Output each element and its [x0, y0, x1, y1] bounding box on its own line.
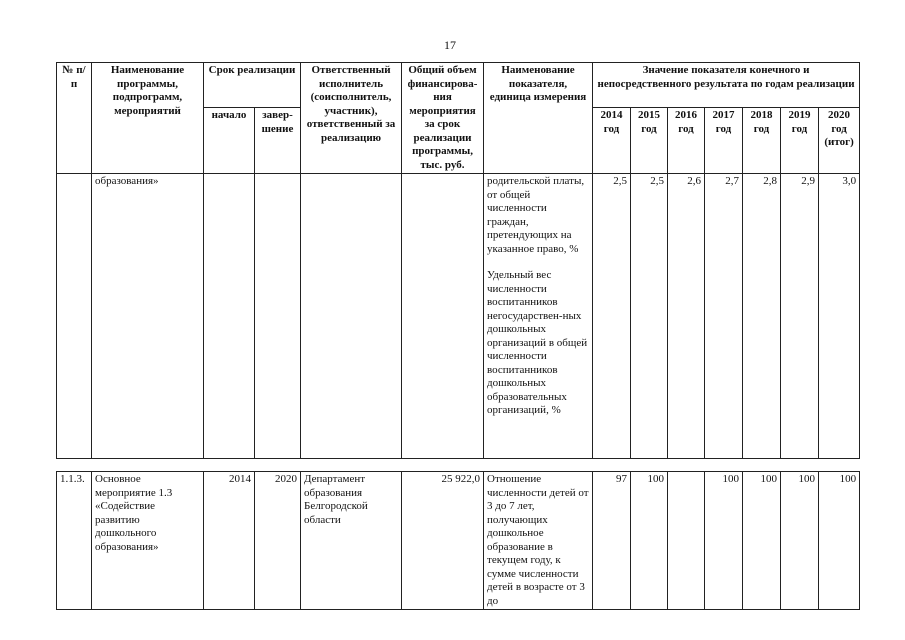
row-start: 2014 [204, 472, 255, 610]
indicator-spacer [487, 256, 589, 269]
header-year-2014: 2014 год [593, 108, 631, 174]
table-row [57, 174, 860, 459]
indicator-text: Удельный вес численности воспитанников негосударствен-ных дошкольных организаций в общей численности воспитанников дошкольных образовательных организаций, % [487, 269, 588, 416]
header-year-2015: 2015 год [631, 108, 668, 174]
header-num: № п/п [57, 63, 92, 174]
value-2019: 2,9 [781, 174, 819, 459]
row-name: образования» [92, 174, 204, 459]
header-term: Срок реализации [204, 63, 301, 108]
value-2016 [668, 472, 705, 610]
header-values: Значение показателя конечного и непосредственного результата по годам реализации [593, 63, 860, 108]
value-2015: 2,5 [631, 174, 668, 459]
header-responsible: Ответственный исполнитель (соисполнитель, участник), ответственный за реализацию [301, 63, 402, 174]
header-funding: Общий объем финансирова-ния мероприятия за срок реализации программы, тыс. руб. [402, 63, 484, 174]
value-2019: 100 [781, 472, 819, 610]
indicator-text: родительской платы, от общей численности граждан, претендующих на указанное право, % [487, 175, 585, 255]
value-2018: 2,8 [743, 174, 781, 459]
row-end: 2020 [255, 472, 301, 610]
row-gap [57, 459, 860, 472]
table-row [57, 472, 860, 610]
header-start: начало [204, 108, 255, 174]
value-2015: 100 [631, 472, 668, 610]
header-end: завер-шение [255, 108, 301, 174]
value-2020: 3,0 [819, 174, 860, 459]
row-start [204, 174, 255, 459]
row-responsible [301, 174, 402, 459]
header-year-2019: 2019 год [781, 108, 819, 174]
header-indicator: Наименование показателя, единица измерения [484, 63, 593, 174]
row-indicator [484, 174, 593, 459]
value-2017: 2,7 [705, 174, 743, 459]
program-table [56, 62, 860, 610]
value-2014: 2,5 [593, 174, 631, 459]
row-funding: 25 922,0 [402, 472, 484, 610]
header-year-2016: 2016 год [668, 108, 705, 174]
row-indicator [484, 472, 593, 610]
header-year-2020: 2020 год (итог) [819, 108, 860, 174]
row-num: 1.1.3. [57, 472, 92, 610]
row-responsible: Департамент образования Белгородской области [301, 472, 402, 610]
row-funding [402, 174, 484, 459]
value-2017: 100 [705, 472, 743, 610]
header-name: Наименование программы, подпрограмм, мероприятий [92, 63, 204, 174]
row-num [57, 174, 92, 459]
indicator-text: Отношение численности детей от 3 до 7 лет, получающих дошкольное образование в текущем году, к сумме численности детей в возрасте от 3 до [487, 473, 589, 607]
page-number: 17 [444, 38, 456, 52]
gap-cell [57, 459, 860, 472]
value-2014: 97 [593, 472, 631, 610]
value-2016: 2,6 [668, 174, 705, 459]
header-year-2018: 2018 год [743, 108, 781, 174]
row-end [255, 174, 301, 459]
table-header [57, 63, 860, 174]
row-name: Основное мероприятие 1.3 «Содействие развитию дошкольного образования» [92, 472, 204, 610]
header-year-2017: 2017 год [705, 108, 743, 174]
value-2018: 100 [743, 472, 781, 610]
value-2020: 100 [819, 472, 860, 610]
